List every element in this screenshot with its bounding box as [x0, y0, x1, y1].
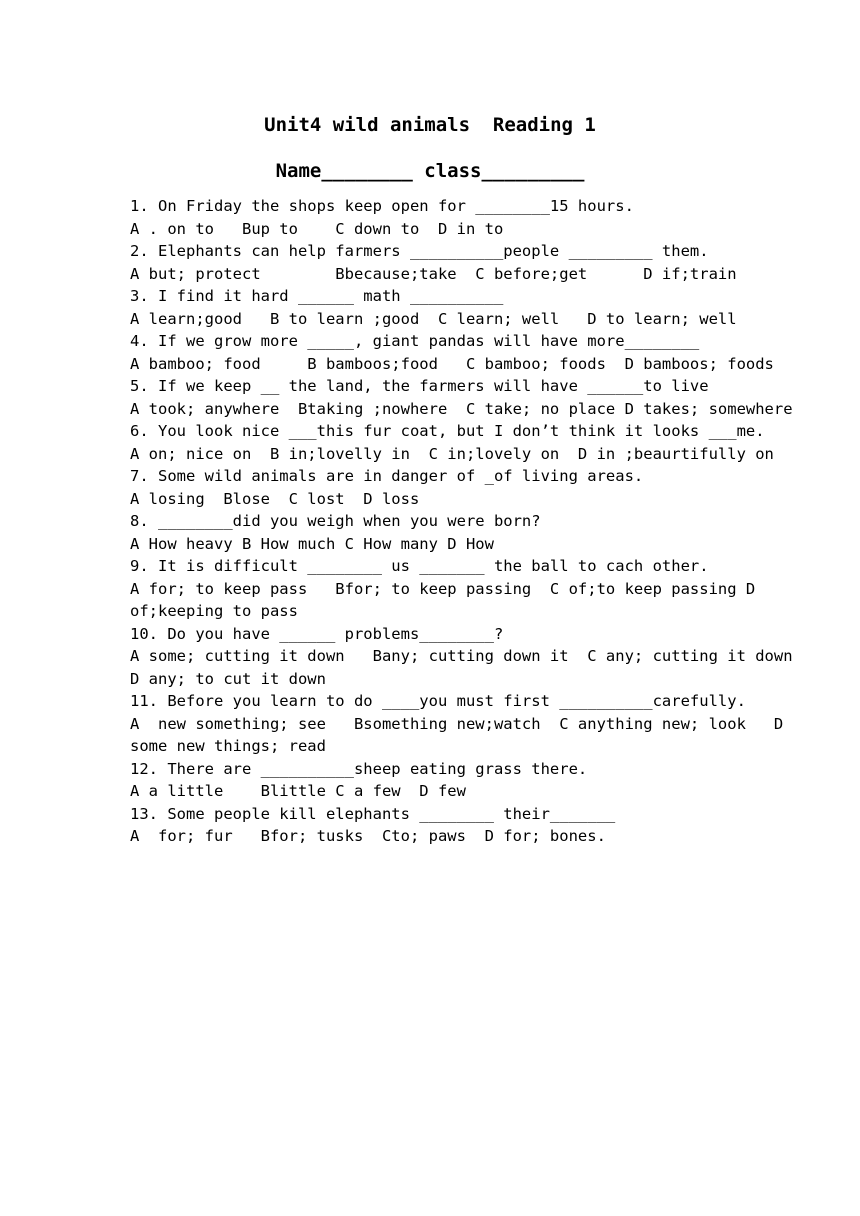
question-line: A How heavy B How much C How many D How: [130, 534, 494, 553]
question-line: 3. I find it hard ______ math __________: [130, 287, 504, 305]
question-line: 6. You look nice ___this fur coat, but I don’t think it looks ___me.: [130, 422, 765, 440]
question-list: [130, 195, 793, 848]
question-line: A new something; see Bsomething new;watch C anything new; look D: [130, 714, 784, 733]
question-line: 12. There are __________sheep eating grass there.: [130, 759, 588, 778]
page-title: Unit4 wild animals Reading 1: [264, 114, 596, 136]
question-line: some new things; read: [130, 737, 326, 755]
question-line: D any; to cut it down: [130, 669, 326, 688]
question-line: 9. It is difficult ________ us _______ the ball to cach other.: [130, 557, 709, 575]
question-line: 8. ________did you weigh when you were born?: [130, 512, 541, 530]
question-line: 5. If we keep __ the land, the farmers will have ______to live: [130, 377, 709, 395]
question-line: 1. On Friday the shops keep open for ________15 hours.: [130, 197, 634, 215]
name-class-line: Name________ class_________: [275, 160, 585, 182]
question-line: A but; protect Bbecause;take C before;get D if;train: [130, 264, 737, 283]
question-line: A took; anywhere Btaking ;nowhere C take; no place D takes; somewhere: [130, 399, 793, 418]
question-line: A losing Blose C lost D loss: [130, 489, 420, 508]
question-line: A some; cutting it down Bany; cutting down it C any; cutting it down: [130, 647, 793, 665]
question-line: 13. Some people kill elephants ________ their_______: [130, 804, 616, 823]
question-line: 11. Before you learn to do ____you must first __________carefully.: [130, 692, 746, 710]
question-line: A on; nice on B in;lovelly in C in;lovely on D in ;beaurtifully on: [130, 444, 774, 463]
question-line: A learn;good B to learn ;good C learn; well D to learn; well: [130, 309, 737, 328]
question-line: of;keeping to pass: [130, 602, 298, 620]
question-line: 2. Elephants can help farmers __________people _________ them.: [130, 242, 709, 260]
question-line: 4. If we grow more _____, giant pandas will have more________: [130, 332, 700, 350]
question-line: A for; fur Bfor; tusks Cto; paws D for; bones.: [130, 827, 606, 845]
question-line: A a little Blittle C a few D few: [130, 782, 466, 800]
question-line: 7. Some wild animals are in danger of _of living areas.: [130, 467, 644, 485]
question-line: 10. Do you have ______ problems________?: [130, 624, 504, 643]
question-line: A for; to keep pass Bfor; to keep passing C of;to keep passing D: [130, 579, 756, 598]
question-line: A bamboo; food B bamboos;food C bamboo; foods D bamboos; foods: [130, 354, 774, 373]
question-line: A . on to Bup to C down to D in to: [130, 219, 504, 238]
